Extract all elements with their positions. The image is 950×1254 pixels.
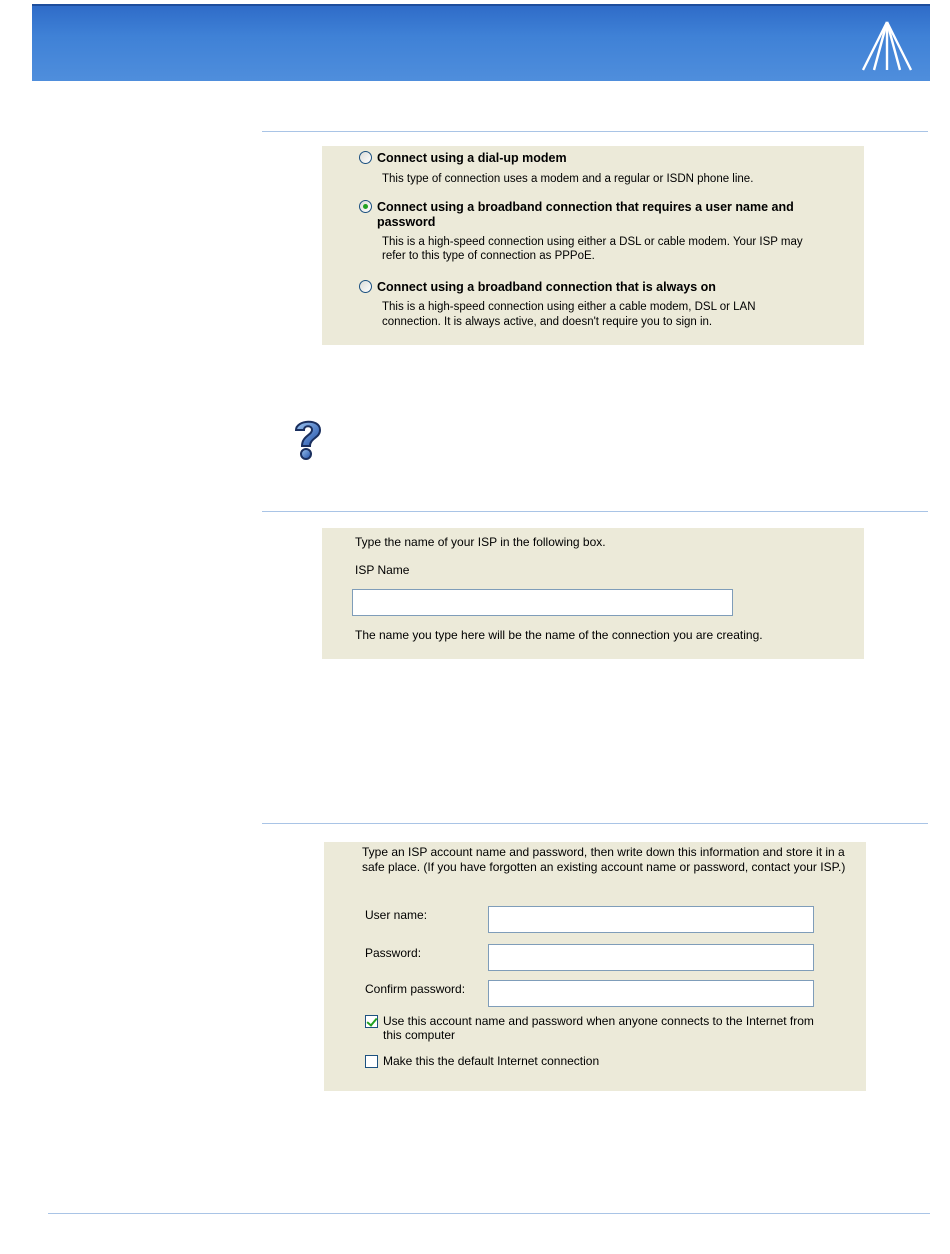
section-divider [262, 131, 928, 132]
header-banner [32, 4, 930, 81]
triangle-logo-icon [858, 18, 916, 74]
isp-name-label: ISP Name [355, 563, 410, 577]
option-always-on-description-cont: connection. It is always active, and doesn't require you to sign in. [382, 316, 713, 328]
option-broadband-user-title[interactable]: Connect using a broadband connection that requires a user name and [377, 200, 794, 214]
option-always-on-description: This is a high-speed connection using either a cable modem, DSL or LAN [382, 301, 756, 313]
isp-name-input[interactable] [352, 589, 733, 616]
password-label: Password: [365, 946, 422, 960]
account-instruction-cont: safe place. (If you have forgotten an existing account name or password, contact your ISP.) [362, 860, 846, 874]
radio-broadband-user[interactable] [359, 200, 372, 213]
section-divider [262, 511, 928, 512]
radio-broadband-always-on[interactable] [359, 280, 372, 293]
use-account-checkbox[interactable] [365, 1015, 378, 1028]
use-account-label[interactable]: Use this account name and password when anyone connects to the Internet from [383, 1014, 814, 1028]
isp-instruction: Type the name of your ISP in the following box. [355, 535, 606, 549]
confirm-password-label: Confirm password: [365, 982, 466, 996]
option-always-on-title[interactable]: Connect using a broadband connection that is always on [377, 280, 716, 294]
user-name-label: User name: [365, 908, 428, 922]
option-dialup-description: This type of connection uses a modem and a regular or ISDN phone line. [382, 173, 754, 185]
option-broadband-user-description-cont: refer to this type of connection as PPPoE. [382, 250, 595, 262]
user-name-input[interactable] [488, 906, 814, 933]
account-instruction: Type an ISP account name and password, then write down this information and store it in a [362, 845, 845, 859]
password-input[interactable] [488, 944, 814, 971]
use-account-label-cont[interactable]: this computer [383, 1028, 456, 1042]
isp-name-note: The name you type here will be the name of the connection you are creating. [355, 628, 763, 642]
option-broadband-user-title-cont[interactable]: password [377, 215, 436, 229]
default-connection-label[interactable]: Make this the default Internet connection [383, 1054, 600, 1068]
option-broadband-user-description: This is a high-speed connection using either a DSL or cable modem. Your ISP may [382, 236, 803, 248]
radio-dialup[interactable] [359, 151, 372, 164]
question-mark-icon [288, 416, 328, 462]
section-divider [262, 823, 928, 824]
default-connection-checkbox[interactable] [365, 1055, 378, 1068]
footer-divider [48, 1213, 930, 1214]
option-dialup-title[interactable]: Connect using a dial-up modem [377, 151, 567, 165]
confirm-password-input[interactable] [488, 980, 814, 1007]
